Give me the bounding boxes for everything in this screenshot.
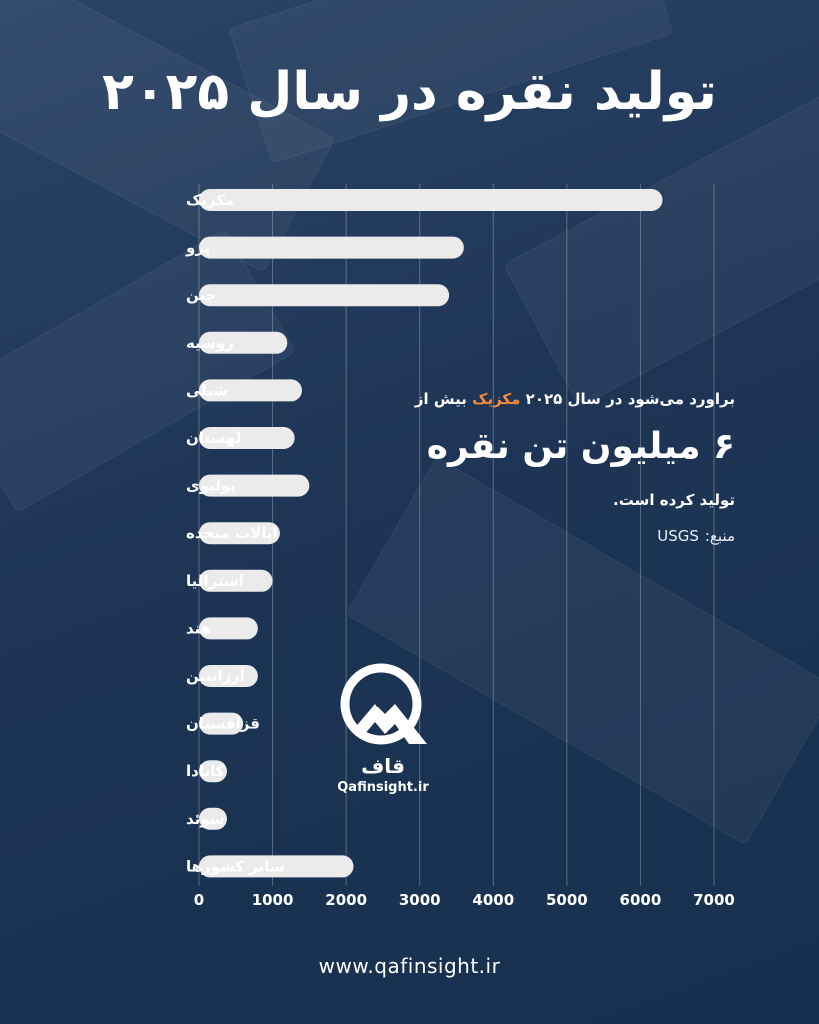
x-tick-labels bbox=[194, 891, 735, 909]
source-value: USGS bbox=[657, 527, 699, 545]
x-tick-label: 0 bbox=[193, 891, 205, 909]
x-tick-label: 6000 bbox=[619, 891, 662, 909]
annotation-suffix: بیش از bbox=[414, 390, 467, 408]
bar bbox=[199, 189, 663, 211]
qaf-mountain-logo-icon bbox=[335, 660, 431, 750]
bar bbox=[199, 237, 464, 259]
category-label: چین bbox=[186, 286, 217, 305]
annotation-highlight: مکزیک bbox=[472, 390, 521, 408]
x-tick-label: 5000 bbox=[545, 891, 588, 909]
x-tick-label: 2000 bbox=[325, 891, 368, 909]
category-label: سایر کشورها bbox=[186, 857, 285, 876]
source-note bbox=[315, 527, 735, 545]
category-label: سوئد bbox=[186, 809, 225, 828]
category-label: قزاقستان bbox=[186, 714, 260, 733]
category-label: ایالات متحده bbox=[186, 524, 278, 543]
annotation-block bbox=[315, 390, 735, 545]
x-tick-label: 4000 bbox=[472, 891, 515, 909]
annotation-prefix: براورد می‌شود در سال ۲۰۲۵ bbox=[525, 390, 735, 408]
category-label: روسیه bbox=[186, 333, 234, 352]
category-label: آرژانتین bbox=[186, 667, 245, 685]
annotation-line-1 bbox=[315, 390, 735, 408]
logo-name: قاف bbox=[361, 754, 405, 778]
category-label: لهستان bbox=[186, 429, 242, 447]
page-title: تولید نقره در سال ۲۰۲۵ bbox=[102, 62, 717, 122]
category-label: مکزیک bbox=[186, 191, 235, 209]
footer-url[interactable]: www.qafinsight.ir bbox=[318, 954, 501, 978]
source-label: منبع: bbox=[704, 527, 735, 545]
category-label: هند bbox=[186, 619, 212, 638]
annotation-headline: ۶ میلیون تن نقره bbox=[426, 426, 735, 467]
category-label: شیلی bbox=[186, 381, 229, 400]
x-tick-label: 1000 bbox=[251, 891, 294, 909]
brand-logo bbox=[328, 660, 438, 795]
bar bbox=[199, 284, 449, 306]
x-tick-label: 7000 bbox=[693, 891, 735, 909]
logo-site: Qafinsight.ir bbox=[337, 780, 429, 795]
category-label: پرو bbox=[186, 238, 211, 257]
category-label: بولیوی bbox=[186, 476, 236, 495]
category-label: کانادا bbox=[186, 762, 225, 781]
category-label: استرالیا bbox=[186, 571, 244, 590]
annotation-line-3: تولید کرده است. bbox=[613, 491, 735, 509]
x-tick-label: 3000 bbox=[398, 891, 441, 909]
